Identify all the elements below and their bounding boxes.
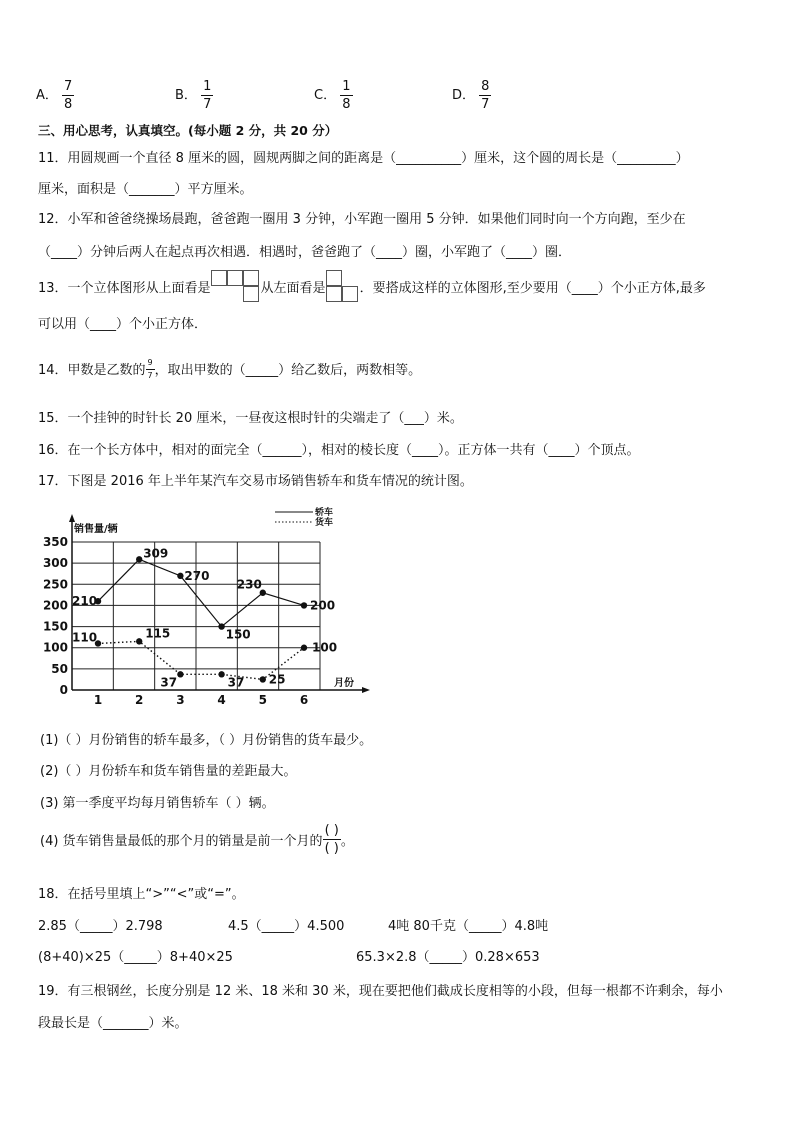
option-fraction: $\frac{1}{8}$ [342, 79, 351, 112]
chart-grid [72, 542, 320, 690]
option-fraction: $\frac{7}{8}$ [64, 79, 73, 112]
q15-line: 15．一个挂钟的时针长 20 厘米，一昼夜这根时针的尖端走了（___）米。 [38, 411, 463, 426]
q18-item-4: (8+40)×25（_____）8+40×25 [38, 950, 233, 965]
y-tick-label: 150 [42, 619, 68, 634]
y-tick-label: 50 [51, 661, 68, 676]
data-label: 309 [143, 546, 169, 561]
left-view-figure [326, 270, 360, 302]
data-label: 210 [72, 594, 98, 609]
y-axis-arrow [69, 514, 75, 522]
option-letter: A． [36, 88, 58, 103]
data-label: 37 [227, 675, 245, 690]
q14-fraction: $\frac{9}{7}$ [147, 358, 153, 380]
q11-line2: 厘米，面积是（_______）平方厘米。 [38, 182, 253, 197]
q17-sub3: (3) 第一季度平均每月销售轿车（ ）辆。 [40, 796, 275, 811]
data-point [177, 671, 183, 677]
y-tick-label: 0 [59, 683, 68, 697]
x-tick-label: 1 [93, 693, 103, 705]
option-b [175, 80, 213, 111]
data-label: 270 [184, 568, 210, 583]
q13-text-a: 13．一个立体图形从上面看是 [38, 280, 211, 296]
option-fraction: $\frac{1}{7}$ [203, 79, 212, 112]
q19-line2: 段最长是（_______）米。 [38, 1016, 188, 1031]
option-letter: B． [175, 88, 197, 103]
data-point [301, 645, 307, 651]
data-point [260, 676, 266, 682]
q12-line1: 12．小军和爸爸绕操场晨跑，爸爸跑一圈用 3 分钟，小军跑一圈用 5 分钟．如果他们同时向一个方向跑，至少在 [38, 212, 686, 227]
q13-line1 [38, 270, 706, 302]
q13-text-c: ．要搭成这样的立体图形,至少要用（____）个小正方体,最多 [359, 280, 706, 296]
data-point [218, 623, 224, 629]
blank-fraction: $\frac{( )}{( )}$ [324, 823, 339, 856]
q18-item-3: 4吨 80千克（_____）4.8吨 [388, 919, 549, 934]
q14-line: 14．甲数是乙数的 $\frac{9}{7}$ ，取出甲数的（_____）给乙数后，两数相等。 [38, 358, 422, 380]
data-point [301, 602, 307, 608]
legend-label: 货车 [315, 518, 334, 528]
q17-line: 17．下图是 2016 年上半年某汽车交易市场销售轿车和货车情况的统计图。 [38, 474, 473, 489]
y-tick-label: 300 [42, 556, 68, 571]
data-label: 37 [160, 675, 178, 690]
q17-sub4: (4) 货车销售量最低的那个月的销量是前一个月的 $\frac{( )}{( )}$ 。 [40, 823, 354, 856]
y-tick-label: 100 [42, 640, 68, 655]
section-title: 三、用心思考，认真填空。(每小题 2 分，共 20 分） [38, 123, 338, 138]
q19-line1: 19．有三根钢丝，长度分别是 12 米、18 米和 30 米，现在要把他们截成长度相等的小段，但每一根都不许剩余，每小 [38, 984, 723, 999]
y-tick-label: 200 [42, 598, 68, 613]
chart-legend [275, 506, 333, 528]
data-point [136, 556, 142, 562]
q18-item-2: 4.5（_____）4.500 [228, 919, 345, 934]
q12-line2: （____）分钟后两人在起点再次相遇．相遇时，爸爸跑了（____）圈，小军跑了（____）圈． [38, 245, 572, 260]
x-tick-label: 3 [176, 693, 185, 705]
q16-line: 16．在一个长方体中，相对的面完全（______），相对的棱长度（____）。正方体一共有（____）个顶点。 [38, 443, 640, 458]
q17-sub2: (2)（ ）月份轿车和货车销售量的差距最大。 [40, 764, 297, 779]
x-tick-label: 6 [299, 693, 309, 705]
y-tick-label: 250 [42, 577, 68, 592]
q11-line1: 11．用圆规画一个直径 8 厘米的圆，圆规两脚之间的距离是（__________）厘米，这个圆的周长是（_________） [38, 151, 689, 166]
x-axis-label: 月份 [334, 678, 354, 689]
data-label: 115 [145, 626, 171, 641]
q18-title: 18．在括号里填上“>”“<”或“=”。 [38, 887, 245, 902]
q18-item-5: 65.3×2.8（_____）0.28×653 [356, 950, 540, 965]
data-label: 150 [225, 627, 251, 642]
legend-label: 轿车 [315, 508, 334, 518]
x-tick-label: 2 [135, 693, 144, 705]
y-tick-label: 350 [42, 535, 68, 549]
x-tick-label: 5 [258, 693, 267, 705]
q13-text-b: 从左面看是 [260, 280, 326, 296]
data-point [218, 671, 224, 677]
top-view-figure [211, 270, 261, 302]
sales-line-chart [30, 500, 390, 705]
option-a [36, 80, 74, 111]
option-fraction: $\frac{8}{7}$ [481, 79, 490, 112]
data-label: 200 [310, 598, 336, 613]
data-point [177, 573, 183, 579]
data-point [136, 638, 142, 644]
data-label: 25 [268, 672, 286, 687]
q18-item-1: 2.85（_____）2.798 [38, 919, 163, 934]
x-axis-arrow [362, 687, 370, 693]
data-label: 230 [236, 577, 262, 592]
option-d [452, 80, 491, 111]
y-axis-label: 销售量/辆 [74, 524, 118, 535]
q13-line2: 可以用（____）个小正方体． [38, 317, 208, 332]
option-letter: D． [452, 88, 476, 103]
option-c [314, 80, 353, 111]
data-label: 100 [312, 640, 338, 655]
option-letter: C． [314, 88, 337, 103]
q17-sub1: (1)（ ）月份销售的轿车最多，（ ）月份销售的货车最少。 [40, 733, 373, 748]
x-tick-label: 4 [217, 693, 226, 705]
data-label: 110 [72, 630, 98, 645]
